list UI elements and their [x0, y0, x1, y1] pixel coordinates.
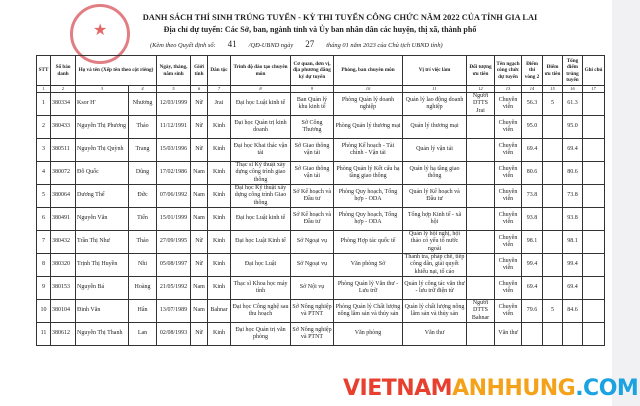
- table-cell: Nữ: [191, 323, 208, 346]
- column-header: Dân tộc: [208, 56, 231, 86]
- table-cell: Nam: [191, 277, 208, 300]
- column-number: 15: [543, 86, 563, 93]
- table-cell: [467, 254, 495, 277]
- table-row: [37, 139, 605, 162]
- column-number: 9: [291, 86, 334, 93]
- table-cell: 79.6: [522, 300, 543, 323]
- table-cell: 4: [37, 162, 51, 185]
- column-number: 4: [129, 86, 157, 93]
- column-header: Cơ quan, đơn vị, địa phương đăng ký dự tuyển: [291, 56, 334, 86]
- table-cell: Phòng Quản lý Văn thư - Lưu trữ: [334, 277, 403, 300]
- table-cell: Quản lý hạ tầng giao thông: [403, 162, 467, 185]
- table-cell: 380612: [51, 323, 76, 346]
- decision-day: 27: [305, 39, 315, 49]
- column-number: 1: [37, 86, 51, 93]
- table-cell: Bahnar: [208, 300, 231, 323]
- watermark-part: .COM: [575, 376, 639, 401]
- table-cell: Quản lý lao động doanh nghiệp: [403, 93, 467, 116]
- column-number: 13: [495, 86, 522, 93]
- table-cell: Nhi: [129, 254, 157, 277]
- table-cell: Chuyên viên: [495, 162, 522, 185]
- table-cell: Sở Giao thông vận tải: [291, 139, 334, 162]
- table-cell: Nguyễn Văn: [76, 208, 129, 231]
- table-cell: 380072: [51, 162, 76, 185]
- table-cell: 73.8: [563, 185, 583, 208]
- table-cell: Kinh: [208, 116, 231, 139]
- column-number: 16: [563, 86, 583, 93]
- table-cell: Chuyên viên: [495, 93, 522, 116]
- table-cell: 380433: [51, 116, 76, 139]
- table-cell: Văn phòng: [334, 323, 403, 346]
- column-number: 17: [583, 86, 605, 93]
- table-cell: 8: [37, 254, 51, 277]
- table-row: [37, 185, 605, 208]
- decision-prefix: (Kèm theo Quyết định số:: [150, 42, 216, 49]
- table-cell: [583, 254, 605, 277]
- table-cell: Kinh: [208, 277, 231, 300]
- table-cell: Dương Thế: [76, 185, 129, 208]
- table-cell: 380104: [51, 300, 76, 323]
- table-cell: Sở Kế hoạch và Đầu tư: [291, 208, 334, 231]
- table-cell: Đại học Kỹ thuật xây dựng công trình Giao thông: [231, 185, 291, 208]
- table-cell: Thảo: [129, 116, 157, 139]
- table-cell: Sở Nội vụ: [291, 277, 334, 300]
- table-cell: [583, 231, 605, 254]
- table-cell: [467, 162, 495, 185]
- table-cell: Phòng Quy hoạch, Tổng hợp - ODA: [334, 208, 403, 231]
- table-cell: Quản lý Kế hoạch và Đầu tư: [403, 185, 467, 208]
- table-cell: Nguyễn Bá: [76, 277, 129, 300]
- table-cell: 380334: [51, 93, 76, 116]
- table-cell: Phòng Kế hoạch - Tài chính - Vận tải: [334, 139, 403, 162]
- table-cell: Lan: [129, 323, 157, 346]
- table-cell: 380491: [51, 208, 76, 231]
- table-cell: Trịnh Thị Huyền: [76, 254, 129, 277]
- table-cell: Thạc sĩ Kỹ thuật xây dựng công trình giao thông: [231, 162, 291, 185]
- table-cell: [543, 116, 563, 139]
- table-cell: Hân: [129, 300, 157, 323]
- table-row: [37, 231, 605, 254]
- table-cell: 84.6: [563, 300, 583, 323]
- table-cell: Chuyên viên: [495, 254, 522, 277]
- table-cell: Nữ: [191, 93, 208, 116]
- table-cell: [543, 139, 563, 162]
- table-cell: [543, 231, 563, 254]
- table-cell: Nam: [191, 162, 208, 185]
- table-cell: [467, 323, 495, 346]
- table-cell: 5: [543, 300, 563, 323]
- table-cell: Sở Ngoại vụ: [291, 254, 334, 277]
- column-header: Phòng, ban chuyên môn: [334, 56, 403, 86]
- table-cell: Quản lý hội nghị, hội thảo có yếu tố nước ngoài: [403, 231, 467, 254]
- decision-suffix: tháng 01 năm 2023 của Chủ tịch UBND tỉnh): [326, 42, 443, 49]
- table-cell: 21/05/1992: [157, 277, 191, 300]
- table-cell: 95.0: [563, 116, 583, 139]
- decision-mid: /QĐ-UBND ngày: [248, 42, 294, 49]
- table-cell: [467, 185, 495, 208]
- table-cell: 5: [37, 185, 51, 208]
- table-cell: Quản lý chất lượng nông lâm sản và thủy sản: [403, 300, 467, 323]
- document-subtitle: Địa chỉ dự tuyển: Các Sở, ban, ngành tỉnh và Ủy ban nhân dân các huyện, thị xã, thành phố: [163, 25, 477, 34]
- table-cell: Sở Giao thông vận tải: [291, 162, 334, 185]
- table-cell: 5: [543, 93, 563, 116]
- table-cell: 73.8: [522, 185, 543, 208]
- table-cell: Tổng hợp Kinh tế - xã hội: [403, 208, 467, 231]
- table-row: [37, 116, 605, 139]
- column-header: Đối tượng ưu tiên: [467, 56, 495, 86]
- table-row: [37, 93, 605, 116]
- decision-number: 41: [227, 39, 237, 49]
- table-cell: 15/01/1999: [157, 208, 191, 231]
- column-header: Điểm ưu tiên: [543, 56, 563, 86]
- table-cell: Nhương: [129, 93, 157, 116]
- table-cell: Nữ: [191, 116, 208, 139]
- table-cell: Đại học Luật Kinh tế: [231, 231, 291, 254]
- table-cell: Ksor H': [76, 93, 129, 116]
- table-cell: 10: [37, 300, 51, 323]
- table-cell: Quản lý thương mại: [403, 116, 467, 139]
- table-cell: Kinh: [208, 231, 231, 254]
- watermark-part: ANHHUNG: [452, 376, 576, 401]
- watermark-part: VIETNAM: [343, 376, 453, 401]
- table-cell: [543, 323, 563, 346]
- column-number: 10: [334, 86, 403, 93]
- table-cell: 9: [37, 277, 51, 300]
- table-cell: [543, 254, 563, 277]
- table-cell: Thạc sĩ Khoa học máy tính: [231, 277, 291, 300]
- column-header: Vị trí việc làm: [403, 56, 467, 86]
- table-cell: Văn thư: [403, 323, 467, 346]
- column-header: Trình độ đào tạo chuyên môn: [231, 56, 291, 86]
- table-cell: Nữ: [191, 254, 208, 277]
- table-cell: Hoàng: [129, 277, 157, 300]
- table-cell: Người DTTS Bahnar: [467, 300, 495, 323]
- table-cell: [543, 277, 563, 300]
- table-cell: 98.1: [563, 231, 583, 254]
- table-cell: Phòng Quy hoạch, Tổng hợp - ODA: [334, 185, 403, 208]
- table-cell: [583, 116, 605, 139]
- table-cell: Thanh tra, pháp chế, tiếp công dân, giải quyết khiếu nại, tố cáo: [403, 254, 467, 277]
- table-cell: Chuyên viên: [495, 277, 522, 300]
- table-cell: Quản lý vận tải: [403, 139, 467, 162]
- table-cell: 7: [37, 231, 51, 254]
- table-cell: 80.6: [522, 162, 543, 185]
- table-cell: 69.4: [563, 139, 583, 162]
- table-cell: Nguyễn Thị Phương: [76, 116, 129, 139]
- table-cell: [583, 323, 605, 346]
- table-cell: Phòng Quản lý Chất lượng nông lâm sản và thủy sản: [334, 300, 403, 323]
- table-cell: 380511: [51, 139, 76, 162]
- table-cell: [522, 323, 543, 346]
- table-cell: 93.8: [522, 208, 543, 231]
- table-cell: 17/02/1986: [157, 162, 191, 185]
- table-cell: Phòng Quản lý doanh nghiệp: [334, 93, 403, 116]
- table-cell: Sở Kế hoạch và Đầu tư: [291, 185, 334, 208]
- table-cell: 380064: [51, 185, 76, 208]
- column-header: Tổng điểm trúng tuyển: [563, 56, 583, 86]
- decision-reference: [150, 38, 443, 52]
- table-cell: 99.4: [563, 254, 583, 277]
- watermark: [343, 376, 638, 402]
- table-cell: [543, 185, 563, 208]
- table-cell: Đỗ Quốc: [76, 162, 129, 185]
- table-cell: Chuyên viên: [495, 208, 522, 231]
- table-cell: Trần Thị Như: [76, 231, 129, 254]
- table-cell: Nam: [191, 300, 208, 323]
- document-title: DANH SÁCH THÍ SINH TRÚNG TUYỂN - KỲ THI TUYỂN CÔNG CHỨC NĂM 2022 CỦA TỈNH GIA LAI: [142, 13, 538, 22]
- column-number: 6: [191, 86, 208, 93]
- table-cell: [563, 323, 583, 346]
- table-cell: Nguyễn Thị Quỳnh: [76, 139, 129, 162]
- table-cell: Phòng Quản lý thương mại: [334, 116, 403, 139]
- table-cell: 1: [37, 93, 51, 116]
- table-cell: Văn thư: [495, 323, 522, 346]
- table-cell: Đại học Luật: [231, 254, 291, 277]
- table-cell: Kinh: [208, 162, 231, 185]
- table-cell: 12/03/1999: [157, 93, 191, 116]
- viewer-margin: [612, 0, 640, 406]
- table-cell: Sở Công Thương: [291, 116, 334, 139]
- candidates-table: [36, 55, 605, 346]
- column-header: Ngày, tháng, năm sinh: [157, 56, 191, 86]
- table-cell: [583, 185, 605, 208]
- table-cell: Chuyên viên: [495, 231, 522, 254]
- table-cell: Nữ: [191, 231, 208, 254]
- table-cell: 07/06/1992: [157, 185, 191, 208]
- table-row: [37, 300, 605, 323]
- table-cell: 98.1: [522, 231, 543, 254]
- table-cell: 11: [37, 323, 51, 346]
- column-number: 5: [157, 86, 191, 93]
- table-cell: Quản lý công tác văn thư - lưu trữ điện tử: [403, 277, 467, 300]
- table-cell: Người DTTS Jrai: [467, 93, 495, 116]
- column-number: 2: [51, 86, 76, 93]
- table-cell: 05/08/1997: [157, 254, 191, 277]
- table-cell: 93.8: [563, 208, 583, 231]
- table-cell: Đại học Công nghệ sau thu hoạch: [231, 300, 291, 323]
- table-cell: 95.0: [522, 116, 543, 139]
- column-number: 12: [467, 86, 495, 93]
- table-cell: 27/09/1995: [157, 231, 191, 254]
- table-cell: [583, 93, 605, 116]
- table-cell: Nam: [191, 185, 208, 208]
- table-row: [37, 162, 605, 185]
- table-cell: [583, 208, 605, 231]
- table-cell: Kinh: [208, 185, 231, 208]
- table-cell: [467, 139, 495, 162]
- table-cell: Nam: [191, 208, 208, 231]
- table-cell: 15/03/1996: [157, 139, 191, 162]
- table-cell: 02/08/1993: [157, 323, 191, 346]
- table-cell: Nguyễn Thị Thanh: [76, 323, 129, 346]
- table-cell: Sở Ngoại vụ: [291, 231, 334, 254]
- table-cell: [543, 208, 563, 231]
- table-cell: 56.3: [522, 93, 543, 116]
- table-cell: Phòng Quản lý Kết cấu hạ tầng giao thông: [334, 162, 403, 185]
- table-cell: Văn phòng Sở: [334, 254, 403, 277]
- table-cell: Thảo: [129, 231, 157, 254]
- table-cell: Đại học Luật kinh tế: [231, 208, 291, 231]
- table-cell: 61.3: [563, 93, 583, 116]
- table-cell: 380153: [51, 277, 76, 300]
- table-row: [37, 323, 605, 346]
- column-number: 3: [76, 86, 129, 93]
- table-cell: Nữ: [191, 139, 208, 162]
- table-cell: [583, 277, 605, 300]
- table-cell: Trang: [129, 139, 157, 162]
- table-cell: Kinh: [208, 208, 231, 231]
- column-number: 7: [208, 86, 231, 93]
- table-cell: [583, 139, 605, 162]
- table-cell: Kinh: [208, 254, 231, 277]
- column-header: Ghi chú: [583, 56, 605, 86]
- table-cell: [543, 162, 563, 185]
- table-cell: 99.4: [522, 254, 543, 277]
- table-cell: Sở Nông nghiệp và PTNT: [291, 323, 334, 346]
- table-cell: 69.4: [522, 277, 543, 300]
- table-cell: Chuyên viên: [495, 116, 522, 139]
- table-cell: 6: [37, 208, 51, 231]
- table-cell: 13/07/1989: [157, 300, 191, 323]
- table-cell: Đức: [129, 185, 157, 208]
- column-header: Số báo danh: [51, 56, 76, 86]
- table-cell: Đại học Luật kinh tế: [231, 93, 291, 116]
- table-cell: Đinh Văn: [76, 300, 129, 323]
- column-header: STT: [37, 56, 51, 86]
- table-cell: 380320: [51, 254, 76, 277]
- column-header: Điểm thi vòng 2: [522, 56, 543, 86]
- star-icon: ★: [93, 22, 108, 39]
- table-cell: Ban Quản lý khu kinh tế: [291, 93, 334, 116]
- table-cell: Chuyên viên: [495, 185, 522, 208]
- table-cell: Jrai: [208, 93, 231, 116]
- column-header: Giới tính: [191, 56, 208, 86]
- table-cell: Đại học Quản trị kinh doanh: [231, 116, 291, 139]
- table-cell: Kinh: [208, 139, 231, 162]
- column-number: 8: [231, 86, 291, 93]
- column-header: Tên ngạch công chức dự tuyển: [495, 56, 522, 86]
- table-cell: [583, 162, 605, 185]
- table-cell: 380432: [51, 231, 76, 254]
- header-row: [37, 56, 605, 86]
- table-cell: Sở Nông nghiệp và PTNT: [291, 300, 334, 323]
- table-cell: Chuyên viên: [495, 139, 522, 162]
- table-cell: Tiến: [129, 208, 157, 231]
- table-row: [37, 277, 605, 300]
- table-cell: 80.6: [563, 162, 583, 185]
- table-cell: Đại học Quản trị văn phòng: [231, 323, 291, 346]
- table-row: [37, 254, 605, 277]
- table-cell: [467, 277, 495, 300]
- table-cell: Chuyên viên: [495, 300, 522, 323]
- table-cell: 11/12/1991: [157, 116, 191, 139]
- table-cell: [467, 208, 495, 231]
- column-number: 14: [522, 86, 543, 93]
- table-cell: [583, 300, 605, 323]
- table-cell: Đại học Khai thác vận tải: [231, 139, 291, 162]
- column-header: Họ và tên (Xếp tên theo cột riêng): [76, 56, 157, 86]
- column-number-row: [37, 86, 605, 93]
- table-cell: 69.4: [522, 139, 543, 162]
- table-cell: [467, 231, 495, 254]
- table-cell: 3: [37, 139, 51, 162]
- table-cell: Kinh: [208, 323, 231, 346]
- table-cell: Phòng Hợp tác quốc tế: [334, 231, 403, 254]
- table-cell: 2: [37, 116, 51, 139]
- table-cell: 69.4: [563, 277, 583, 300]
- table-row: [37, 208, 605, 231]
- column-number: 11: [403, 86, 467, 93]
- table-cell: Dũng: [129, 162, 157, 185]
- table-cell: [467, 116, 495, 139]
